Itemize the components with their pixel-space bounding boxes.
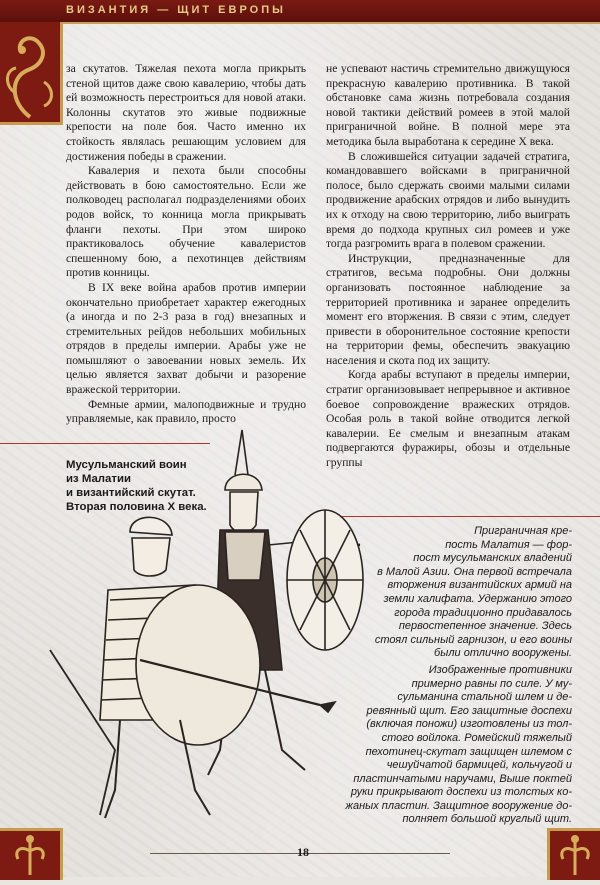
ornament-bottom-right <box>547 828 600 880</box>
side-line: были отлично вооружены. <box>434 647 572 660</box>
side-line: руки прикрывают доспехи из толстых ко- <box>350 786 572 799</box>
paragraph: В IX веке война арабов против империи окончательно приобретает характер ежегодных (а иногда и по 2-3 раза в год) внезапных и стремительных рейдов небольших мобильных отрядов в пределы империи. Арабы уже не помышляют о завоевании новых земель. Их целью является захват добычи и разорение вражеской территории. <box>66 280 306 397</box>
side-line: пластинчатыми наручами, Выше поктей <box>353 772 572 785</box>
side-line: примерно равны по силе. У му- <box>411 677 572 690</box>
side-line: жаных пластин. Защитное вооружение до- <box>345 799 572 812</box>
side-line: чешуйчатой бармицей, кольчугой и <box>386 759 572 772</box>
right-text-column <box>326 62 570 471</box>
side-line: пехотинец-скутат защищен шлемом с <box>365 745 572 758</box>
side-line: пост мусульманских владений <box>413 552 572 565</box>
side-line: города традиционно придавалось <box>394 606 572 619</box>
caption-line: Мусульманский воин <box>66 459 187 471</box>
side-line: вторжения византийских армий на <box>387 579 572 592</box>
paragraph: за скутатов. Тяжелая пехота могла прикрыть стеной щитов даже свою кавалерию, чтобы дать ей возможность перестроиться для новой атаки. Колонны скутатов это живые подвижные крепости на поле боя. Часто именно их стойкость являлась решающим условием для достижения победы в сражении. <box>66 62 306 163</box>
ornament-scroll-icon <box>0 22 60 122</box>
left-text-column <box>66 62 306 427</box>
ornament-bottom-left <box>0 828 63 880</box>
running-title: ВИЗАНТИЯ — ЩИТ ЕВРОПЫ <box>66 4 286 16</box>
paragraph: не успевают настичь стремительно движущуюся прекрасную кавалерию противника. В такой обстановке сама жизнь потребовала создания новой тактики действий ромеев в этой малой приграничной войне. В полной мере эта методика была выработана к середине X века. <box>326 62 570 148</box>
paragraph: Кавалерия и пехота были способны действовать в бою самостоятельно. Если же полководец располагал подразделениями обоих родов войск, то конница могла прикрывать фланги пехоты. При этом широко практиковалось обучение кавалеристов спешенному бою, а пехотинцев действиям против конницы. <box>66 164 306 280</box>
side-line: земли халифата. Удержанию этого <box>383 592 572 605</box>
sidebar-description <box>300 525 572 827</box>
ornament-flower-icon <box>0 831 60 880</box>
paragraph: Инструкции, предназначенные для стратигов, весьма подробны. Они должны организовать постоянное наблюдение за территорией противника и заранее определить момент его вторжения. В связи с этим, следует привести в оборонительное состояние крепости на территории фемы, обеспечить эвакуацию населения и скота под их защиту. <box>326 251 570 367</box>
caption-line: из Малатии <box>66 473 131 485</box>
paragraph: Когда арабы вступают в пределы империи, стратиг организовывает непрерывное и активное боевое сопровождение вражеских отрядов. Особая роль в такой войне отводится легкой кавалерии. Ее смелым и внезапным атакам подвергаются фуражиры, обозы и отдельные группы <box>326 368 570 470</box>
side-line: стоял сильный гарнизон, и его воины <box>374 633 572 646</box>
side-line: пость Малатия — фор- <box>445 538 572 551</box>
ornament-top-left <box>0 22 63 125</box>
side-line: Изображенные противники <box>428 663 572 676</box>
page-header <box>0 0 600 24</box>
ornament-flower-icon <box>550 831 600 880</box>
side-line: ревянный щит. Его защитные доспехи <box>366 704 572 717</box>
page-number: 18 <box>297 845 309 859</box>
side-line: (включая поножи) изготовлены из тол- <box>366 718 572 731</box>
side-line: полняет большой круглый щит. <box>402 813 572 826</box>
caption-line: и византийский скутат. <box>66 487 196 499</box>
caption-line: Вторая половина X века. <box>66 501 207 513</box>
side-line: Приграничная кре- <box>474 525 572 537</box>
side-line: сульманина стальной шлем и де- <box>397 691 572 704</box>
paragraph: Фемные армии, малоподвижные и трудно управляемые, как правило, просто <box>66 397 306 426</box>
paragraph: В сложившейся ситуации задачей стратига, командовавшего войсками в приграничной полосе, было сдержать своими малыми силами продвижение арабских отрядов и либо вынудить их к отходу на свою территорию, либо выиграть время до подхода крупных сил ромеев и уже тогда разгромить врага в полевом сражении. <box>326 149 570 251</box>
side-line: первостепенное значение. Здесь <box>398 620 572 633</box>
illustration-caption <box>66 458 226 514</box>
side-line: в Малой Азии. Она первой встречала <box>377 565 572 578</box>
side-line: стого войлока. Ромейский тяжелый <box>381 731 572 744</box>
